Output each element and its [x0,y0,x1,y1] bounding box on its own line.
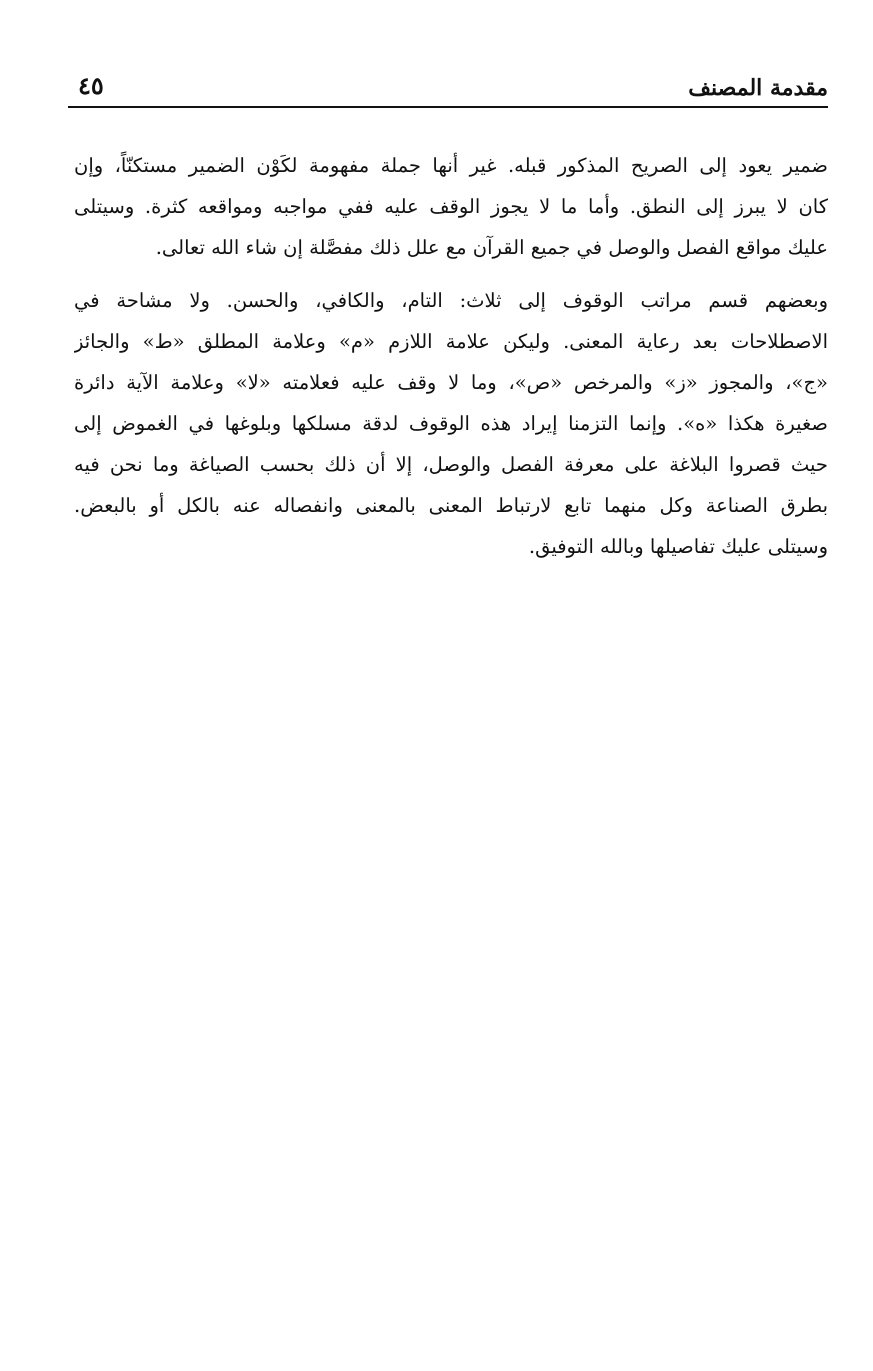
chapter-title: مقدمة المصنف [688,75,828,101]
text-line: صغيرة هكذا «ه». وإنما التزمنا إيراد هذه الوقوف لدقة مسلكها وبلوغها في الغموض إلى [74,412,828,435]
header-divider [68,106,828,108]
text-line: «ج»، والمجوز «ز» والمرخص «ص»، وما لا وقف عليه فعلامته «لا» وعلامة الآية دائرة [74,371,828,394]
text-line: عليك مواقع الفصل والوصل في جميع القرآن مع علل ذلك مفصَّلة إن شاء الله تعالى. [155,236,828,259]
text-line: كان لا يبرز إلى النطق. وأما ما لا يجوز الوقف عليه ففي مواجبه ومواقعه كثرة. وسيتلى [74,195,828,218]
text-line: حيث قصروا البلاغة على معرفة الفصل والوصل، إلا أن ذلك بحسب الصياغة وما نحن فيه [74,453,828,476]
text-line: وبعضهم قسم مراتب الوقوف إلى ثلاث: التام، والكافي، والحسن. ولا مشاحة في [74,289,828,312]
text-line: بطرق الصناعة وكل منهما تابع لارتباط المعنى بالمعنى وانفصاله عنه بالكل أو بالبعض. [74,494,828,517]
running-header [68,70,828,110]
paragraph-spacer [74,268,828,280]
page-number: ٤٥ [78,71,104,100]
text-line: وسيتلى عليك تفاصيلها وبالله التوفيق. [528,535,828,558]
body-text [74,145,828,567]
paragraph [74,145,828,268]
text-line: ضمير يعود إلى الصريح المذكور قبله. غير أنها جملة مفهومة لكَوْن الضمير مستكنّاً، وإن [74,154,828,177]
paragraph [74,280,828,567]
text-line: الاصطلاحات بعد رعاية المعنى. وليكن علامة اللازم «م» وعلامة المطلق «ط» والجائز [74,330,828,353]
